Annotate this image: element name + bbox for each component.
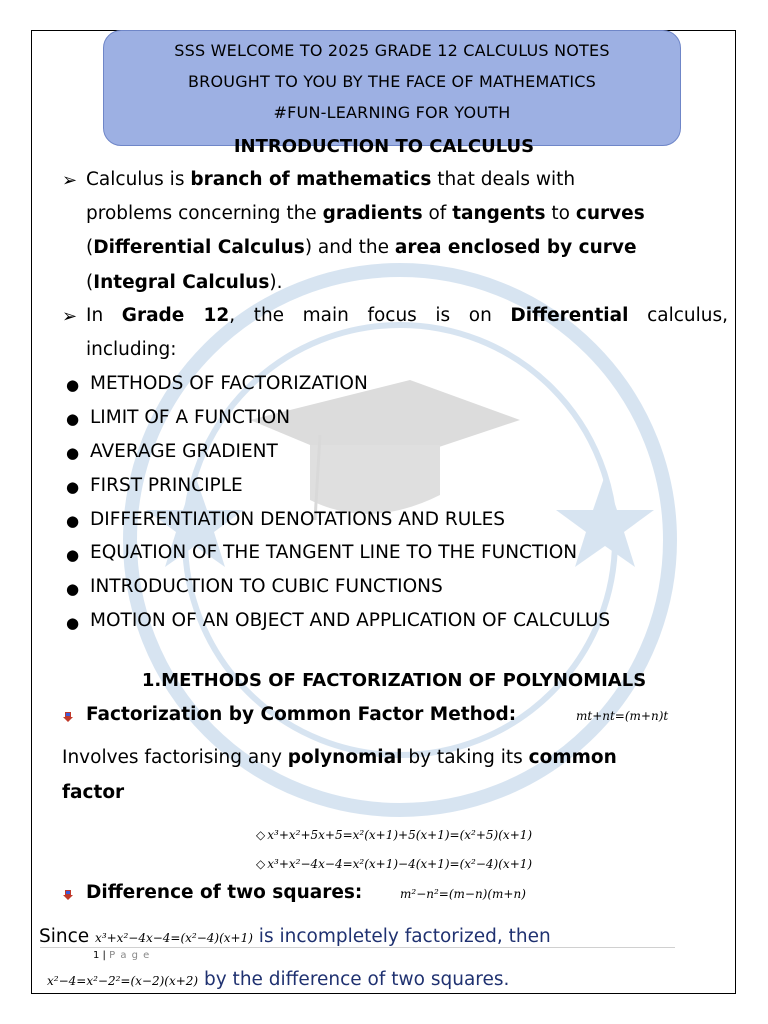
- page-footer: 1 | P a g e: [93, 950, 151, 961]
- list-item: METHODS OF FACTORIZATION: [90, 373, 368, 394]
- arrow-bullet-icon: ➢: [62, 306, 78, 327]
- intro-p1-line1: Calculus is branch of mathematics that deals with: [86, 169, 576, 190]
- bullet-dot-icon: ●: [66, 376, 80, 394]
- down-arrow-bullet-icon: [62, 711, 74, 723]
- list-item: LIMIT OF A FUNCTION: [90, 407, 291, 428]
- list-item: MOTION OF AN OBJECT AND APPLICATION OF CALCULUS: [90, 610, 611, 631]
- then-line: x²−4=x²−2²=(x−2)(x+2) by the difference of two squares.: [47, 969, 510, 990]
- bullet-dot-icon: ●: [66, 614, 80, 632]
- page-number: 1: [93, 950, 100, 961]
- intro-title: INTRODUCTION TO CALCULUS: [233, 136, 535, 157]
- intro-p1-line2: problems concerning the gradients of tangents to curves: [86, 203, 645, 224]
- common-factor-label: Factorization by Common Factor Method:: [86, 704, 517, 725]
- bullet-dot-icon: ●: [66, 410, 80, 428]
- banner-line-2: BROUGHT TO YOU BY THE FACE OF MATHEMATICS: [188, 72, 596, 91]
- list-item: FIRST PRINCIPLE: [90, 475, 243, 496]
- header-banner: [103, 30, 681, 146]
- intro-p1-line3: (Differential Calculus) and the area enclosed by curve: [86, 237, 637, 258]
- intro-p1-line4: (Integral Calculus).: [86, 272, 283, 293]
- bullet-dot-icon: ●: [66, 478, 80, 496]
- list-item: INTRODUCTION TO CUBIC FUNCTIONS: [90, 576, 443, 597]
- bullet-dot-icon: ●: [66, 580, 80, 598]
- list-item: DIFFERENTIATION DENOTATIONS AND RULES: [90, 509, 506, 530]
- intro-p2-line1: In Grade 12, the main focus is on Differential calculus,: [86, 305, 728, 326]
- diamond-bullet-icon: ◇: [256, 857, 266, 871]
- common-factor-desc-line2: factor: [62, 782, 125, 803]
- squares-formula: m²−n²=(m−n)(m+n): [400, 887, 526, 901]
- squares-label: Difference of two squares:: [86, 882, 363, 903]
- page-label: P a g e: [109, 950, 151, 961]
- list-item: EQUATION OF THE TANGENT LINE TO THE FUNCTION: [90, 542, 578, 563]
- list-item: AVERAGE GRADIENT: [90, 441, 278, 462]
- common-factor-desc-line1: Involves factorising any polynomial by taking its common: [62, 747, 617, 768]
- since-line: Since x³+x²−4x−4=(x²−4)(x+1) is incompletely factorized, then: [39, 926, 551, 947]
- arrow-bullet-icon: ➢: [62, 170, 78, 191]
- intro-p2-line2: including:: [86, 339, 177, 360]
- example-equation-1: ◇ x³+x²+5x+5=x²(x+1)+5(x+1)=(x²+5)(x+1): [256, 828, 533, 842]
- banner-line-1: SSS WELCOME TO 2025 GRADE 12 CALCULUS NOTES: [174, 41, 610, 60]
- bullet-dot-icon: ●: [66, 444, 80, 462]
- example-equation-2: ◇ x³+x²−4x−4=x²(x+1)−4(x+1)=(x²−4)(x+1): [256, 857, 533, 871]
- diamond-bullet-icon: ◇: [256, 828, 266, 842]
- down-arrow-bullet-icon: [62, 889, 74, 901]
- section1-title: 1.METHODS OF FACTORIZATION OF POLYNOMIALS: [141, 670, 647, 691]
- bullet-dot-icon: ●: [66, 512, 80, 530]
- common-factor-formula: mt+nt=(m+n)t: [576, 709, 669, 723]
- banner-line-3: #FUN-LEARNING FOR YOUTH: [273, 103, 511, 122]
- footer-divider: [40, 947, 675, 948]
- bullet-dot-icon: ●: [66, 546, 80, 564]
